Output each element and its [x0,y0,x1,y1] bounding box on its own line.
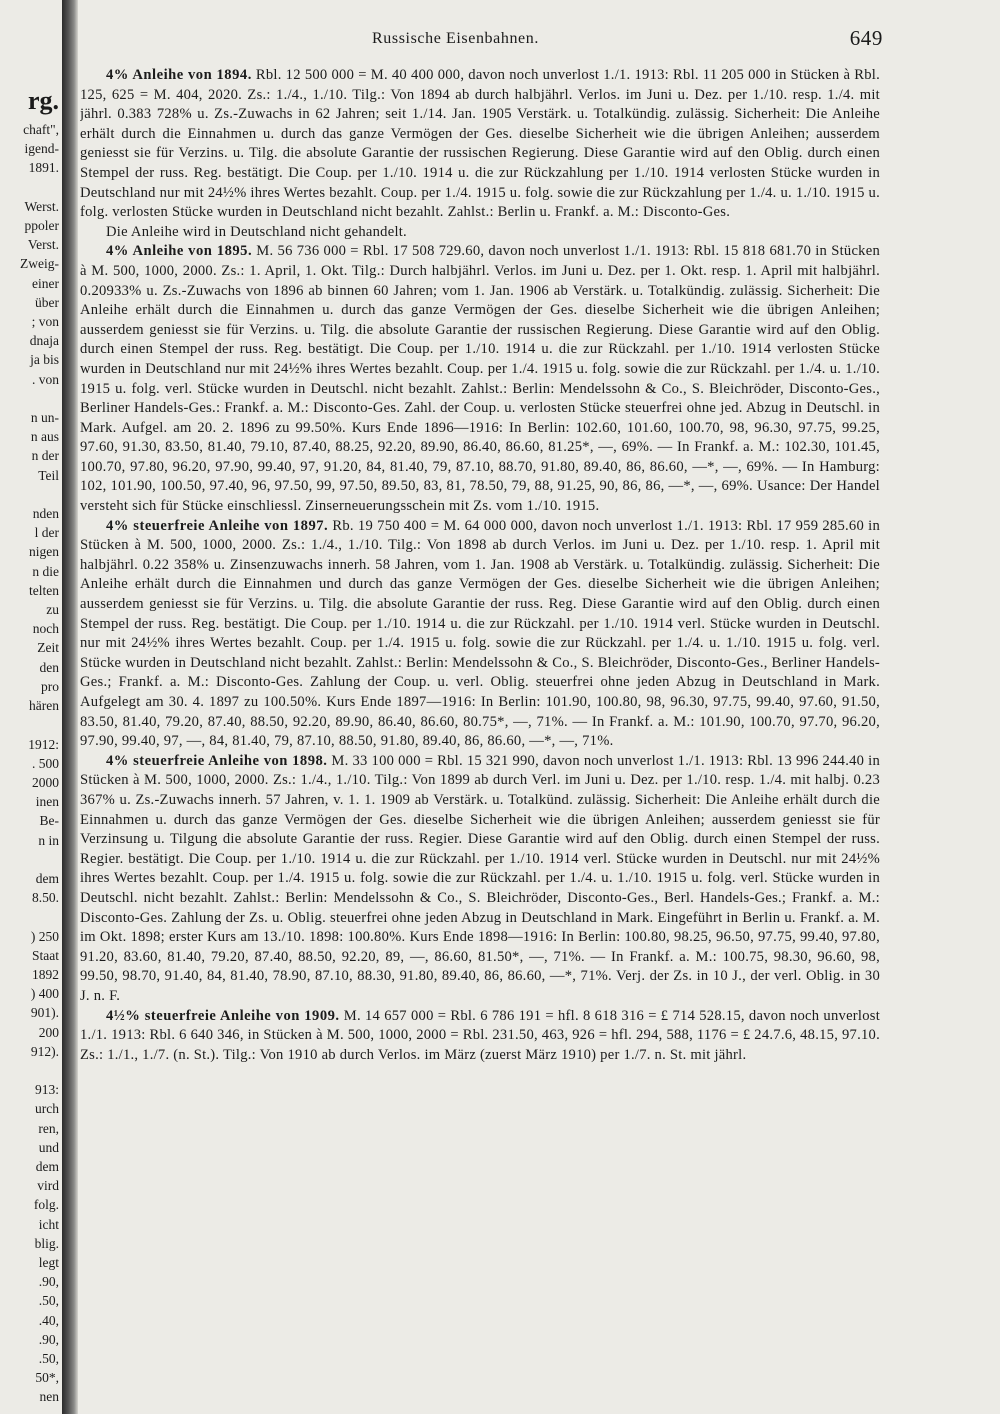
entry-title: 4% steuerfreie Anleihe von 1897. [106,517,329,534]
margin-line: ja bis [30,352,59,368]
margin-line: icht [38,1216,59,1232]
margin-line: chaft", [23,122,59,137]
margin-line: legt [38,1254,59,1270]
margin-line: ) 250 [30,928,59,944]
margin-line: Werst. [24,198,59,214]
entry-anleihe-1898 [80,752,880,1007]
entry-title: 4% Anleihe von 1895. [106,243,253,260]
margin-line: . 500 [32,755,59,771]
margin-line: ; von [31,314,59,330]
margin-line: .90, [38,1274,59,1290]
margin-line: 1912: [28,736,59,752]
entry-anleihe-1895 [80,242,880,516]
margin-line: ) 400 [30,986,59,1002]
margin-line: l der [34,525,59,541]
margin-line: 912). [30,1043,59,1059]
margin-line: 2000 [32,774,59,790]
margin-line [0,485,62,504]
margin-line [0,850,62,869]
margin-line: und [38,1139,59,1155]
page-body [80,66,880,1404]
entry-title: 4% Anleihe von 1894. [106,67,252,83]
margin-line: .50, [38,1351,59,1366]
margin-line: dnaja [29,333,59,349]
margin-line: pro [41,678,59,694]
margin-line: 200 [38,1024,59,1040]
margin-line: igend- [24,141,59,157]
margin-line: inen [35,794,59,810]
margin-line: nden [32,506,59,522]
margin-line: blig. [34,1235,59,1251]
margin-line: .50, [38,1293,59,1309]
margin-line: n der [31,448,59,464]
entry-title: 4% steuerfreie Anleihe von 1898. [106,752,328,769]
entry-text: M. 56 736 000 = Rbl. 17 508 729.60, davon noch unverlost 1./1. 1913: Rbl. 15 818 681.70 in Stücken à M. 500, 1000, 2000. Zs.: 1. April, 1. Okt. Tilg.: Durch halbjährl. Verlos. im Juni u. Dez. per 1. Okt. resp. 1. April mit halbjährl. 0.20933% u. Zs.-Zuwachs von 1896 ab binnen 60 Jahren; vom 1. Jan. 1906 ab Verstärk. u. Totalkündig. zulässig. Sicherheit: Die Anleihe erhält durch die Einnahmen u. durch das ganze Vermögen der Ges. dieselbe Sicherheit wie die übrigen Anleihen; ausserdem geniesst sie für Verzins. u. Tilg. die absolute Garantie der russischen Regierung. Diese Garantie wird auf den Oblig. durch einen Stempel der russ. Reg. bestätigt. Die Coup. per 1./10. 1914 u. die zur Rückzahl. per 1./10. 1914 verlosten Stücke wurden in Deutschland nur mit 24½% ihres Wertes bezahlt. Coup. per 1./4. 1915 u. folg. sowie die zur Rückzahl. per 1./4. u. 1./10. 1915 u. folg. verl. Stücke wurden in Deutschl. nicht bezahlt. Zahlst.: Berlin: Mendelssohn & Co., S. Bleichröder, Disconto-Ges., Berliner Handels-Ges.: Frankf. a. M.: Disconto-Ges. Zahl. der Coup. u. verlosten Stücke steuerfrei ohne jed. Abzug in Deutschl. in Mark. Aufgel. am 20. 2. 1896 zu 99.50%. Kurs Ende 1896—1916: In Berlin: 102.60, 101.60, 100.70, 98, 96.30, 97.75, 99.25, 97.60, 91.30, 83.50, 81.40, 79.10, 87.40, 88.25, 92.20, 89.90, 86.40, 86.60, 81.25*, —, 69%. — In Frankf. a. M.: 102.30, 101.45, 100.70, 97.80, 96.20, 97.90, 99.40, 97, 91.20, 84, 81.40, 79, 87.10, 88.70, 91.80, 89.40, 86, 86.60, —*, —, 69%. — In Hamburg: 102, 101.90, 100.50, 97.40, 96, 97.50, 99, 97.50, 89.50, 83, 81, 78.50, 79, 88, 91.25, 90, 86, 86, —*, —, 69%. Usance: Der Handel versteht sich für Stücke einschliessl. Zinserneuerungsschein mit Zs. vom 1./10. 1915. [80,243,880,515]
margin-line: n un- [30,410,59,426]
margin-line: rg. [27,86,59,115]
margin-line: .40, [38,1312,59,1328]
margin-line: Zeit [37,640,59,656]
left-margin-bleed [0,80,62,1410]
page-number: 649 [849,26,883,50]
margin-line: noch [32,621,59,637]
entry-anleihe-1897 [80,517,880,752]
margin-line [0,389,62,408]
entry-note [80,223,880,243]
entry-title: 4½% steuerfreie Anleihe von 1909. [106,1007,340,1024]
margin-line: Be- [39,813,59,829]
entry-anleihe-1909 [80,1007,880,1066]
margin-line: nigen [29,544,59,560]
margin-line: n in [38,832,59,848]
margin-line: dem [35,1158,59,1174]
margin-line: dem [35,870,59,886]
margin-line: telten [29,582,59,598]
margin-line: den [39,659,59,675]
margin-line: einer [32,275,59,291]
margin-line: Zweig- [20,256,59,272]
margin-line [0,715,62,734]
margin-line: 8.50. [32,890,59,906]
margin-line: ren, [38,1120,59,1136]
margin-line [0,1061,62,1080]
margin-line: 1891. [28,160,59,176]
entry-text: Rb. 19 750 400 = M. 64 000 000, davon noch unverlost 1./1. 1913: Rbl. 17 959 285.60 in Stücken à M. 500, 1000, 2000. Zs.: 1./4., 1./10. Tilg.: Von 1898 ab durch Verlos. im Juni u. Dez. per 1./10. resp. 1. April mit halbjährl. 0.22 358% u. Zinsenzuwachs innerh. 58 Jahren, vom 1. Jan. 1908 ab Verstärk. u. Totalkündig. zulässig. Sicherheit: Die Anleihe erhält durch die Einnahmen und durch das ganze Vermögen der Ges. dieselbe Sicherheit wie die übrigen Anleihen; ausserdem geniesst sie für Verzins. u. Tilg. die absolute Garantie der russ. Reg. Diese Garantie wird auf den Oblig. durch einen Stempel der russ. Reg. bestätigt. Die Coup. per 1./10. 1914 u. die zur Rückzahl. per 1./10. 1914 verl. Stücke wurden in Deutschl. nur mit 24½% ihres Wertes bezahlt. Coup. per 1./4. 1915 u. folg. sowie die zur Rückzahl. per 1./4. u. 1./10. 1915 u. folg. verl. Stücke wurden in Deutschland nicht bezahlt. Zahlst.: Berlin: Mendelssohn & Co., S. Bleichröder, Disconto-Ges., Berliner Handels-Ges.; Frankf. a. M.: Disconto-Ges. Zahlung der Coup. u. verl. Oblig. steuerfrei ohne jeden Abzug in Deutschland in Mark. Aufgelegt am 30. 4. 1897 zu 100.50%. Kurs Ende 1897—1916: In Berlin: 101.90, 100.80, 98, 96.30, 97.75, 99.40, 97.60, 91.50, 83.50, 81.40, 79.20, 87.40, 88.50, 92.20, 89.90, 86.40, 86.60, 80.75*, —, 71%. — In Frankf. a. M.: 101.90, 100.70, 97.70, 96.20, 97.90, 99.40, 97, —, 84, 81.40, 79, 87.10, 88.50, 91.80, 89.40, 86, 86.60, —*, —, 71%. [80,517,880,750]
entry-text: M. 14 657 000 = Rbl. 6 786 191 = hfl. 8 618 316 = £ 714 528.15, davon noch unverlost 1./1. 1913: Rbl. 6 640 346, in Stücken à M. 500, 1000, 2000 = Rbl. 231.50, 463, 926 = hfl. 294, 588, 1176 = £ 24.7.6, 48.15, 97.10. Zs.: 1./1., 1./7. (n. St.). Tilg.: Von 1910 ab durch Verlos. im März (zuerst März 1910) per 1./7. n. St. mit jährl. [80,1007,880,1063]
margin-line: 50*, [35,1370,59,1386]
margin-line: 1892 [32,966,59,982]
entry-text: Rbl. 12 500 000 = M. 40 400 000, davon noch unverlost 1./1. 1913: Rbl. 11 205 000 in Stücken à Rbl. 125, 625 = M. 404, 2020. Zs.: 1./4., 1./10. Tilg.: Von 1894 ab durch halbjährl. Verlos. im Juni u. Dez. per 1./10. resp. 1./4. mit jährl. 0.383 728% u. Zs.-Zuwachs in 62 Jahren; seit 1./14. Jan. 1905 Verstärk. u. Totalkündig. zulässig. Sicherheit: Die Anleihe erhält durch die Einnahmen u. durch das ganze Vermögen der Ges. dieselbe Sicherheit wie die übrigen Anleihen; ausserdem geniesst sie für Verzins. u. Tilg. die absolute Garantie der russischen Regierung. Diese Garantie wird auf den Oblig. durch einen Stempel der russ. Reg. bestätigt. Die Coup. per 1./10. 1914 u. die zur Rückzahlung per 1./10. 1914 verlosten Stücke wurden in Deutschland nur mit 24½% ihres Wertes bezahlt. Coup. per 1./4. 1915 u. folg. sowie die zur Rückzahlung per 1./4. u. 1./10. 1915 u. folg. verlosten Stücke wurden in Deutschland nicht bezahlt. Zahlst.: Berlin u. Frankf. a. M.: Disconto-Ges. [80,67,880,221]
page-header [80,26,883,56]
margin-line: nen [39,1389,59,1405]
running-title: Russische Eisenbahnen. [372,30,539,47]
margin-line: vird [37,1178,59,1194]
margin-line: Teil [38,467,59,483]
entry-text: M. 33 100 000 = Rbl. 15 321 990, davon noch unverlost 1./1. 1913: Rbl. 13 996 244.40 in Stücken à M. 500, 1000, 2000. Zs.: 1./4., 1./10. Tilg.: Von 1899 ab durch Verl. im Juni u. Dez. per 1./10. resp. 1./4. mit halbj. 0.23 367% u. Zs.-Zuwachs innerh. 57 Jahren, v. 1. 1. 1909 ab Verstärk. u. Totalkünd. zulässig. Sicherheit: Die Anleihe erhält durch die Einnahmen u. durch das ganze Vermögen der Ges. dieselbe Sicherheit wie die übrigen Anleihen; ausserdem geniesst sie für Verzinsung u. Tilgung die absolute Garantie der russ. Regier. Diese Garantie wird auf den Oblig. durch einen Stempel der russ. Regier. bestätigt. Die Coup. per 1./10. 1914 u. die zur Rückzahl. per 1./10. 1914 verl. Stücke wurden in Deutschl. nur mit 24½% ihres Wertes bezahlt. Coup. per 1./4. 1915 u. folg. sowie die zur Rückzahl. per 1./4. u. 1./10. 1915 u. folg. verl. Stücke wurden in Deutschl. nicht bezahlt. Zahlst.: Berlin: Mendelssohn & Co., S. Bleichröder, Disconto-Ges., Berl. Handels-Ges.; Frankf. a. M.: Disconto-Ges. Zahlung der Zs. u. Oblig. steuerfrei ohne jeden Abzug in Deutschland in Mark. Eingeführt in Berlin u. Frankf. a. M. im Okt. 1898; erster Kurs am 13./10. 1898: 100.80%. Kurs Ende 1898—1916: In Berlin: 100.80, 98.25, 96.50, 97.75, 99.40, 97.80, 91.20, 83.60, 81.40, 79.20, 87.40, 88.50, 92.20, 89, —, 86.60, 81.50*, —, 71%. — In Frankf. a. M.: 100.75, 98.30, 96.60, 98, 99.50, 98.70, 91.40, 84, 81.40, 78.90, 87.10, 88.30, 91.80, 89.40, 86, 86.60, —*, 71%. Verj. der Zs. in 10 J., der verl. Oblig. in 30 J. n. F. [80,752,880,1004]
margin-line: Verst. [27,237,59,253]
margin-line: . von [32,371,59,387]
margin-line [0,178,62,197]
entry-anleihe-1894 [80,66,880,223]
margin-line: über [35,294,59,310]
margin-line: zu [46,602,59,618]
margin-line: n aus [30,429,59,445]
margin-line: Staat [32,947,59,963]
margin-line: 913: [34,1082,59,1098]
entry-text: Die Anleihe wird in Deutschland nicht gehandelt. [106,223,407,240]
margin-line: hären [29,698,59,714]
margin-line: folg. [33,1197,59,1213]
page-gutter-shadow [62,0,78,1414]
margin-line: ppoler [24,218,59,234]
margin-line: n die [32,563,59,579]
margin-line: .90, [38,1331,59,1347]
margin-line: urch [35,1101,59,1117]
margin-line: 901). [30,1005,59,1021]
margin-line [0,907,62,926]
